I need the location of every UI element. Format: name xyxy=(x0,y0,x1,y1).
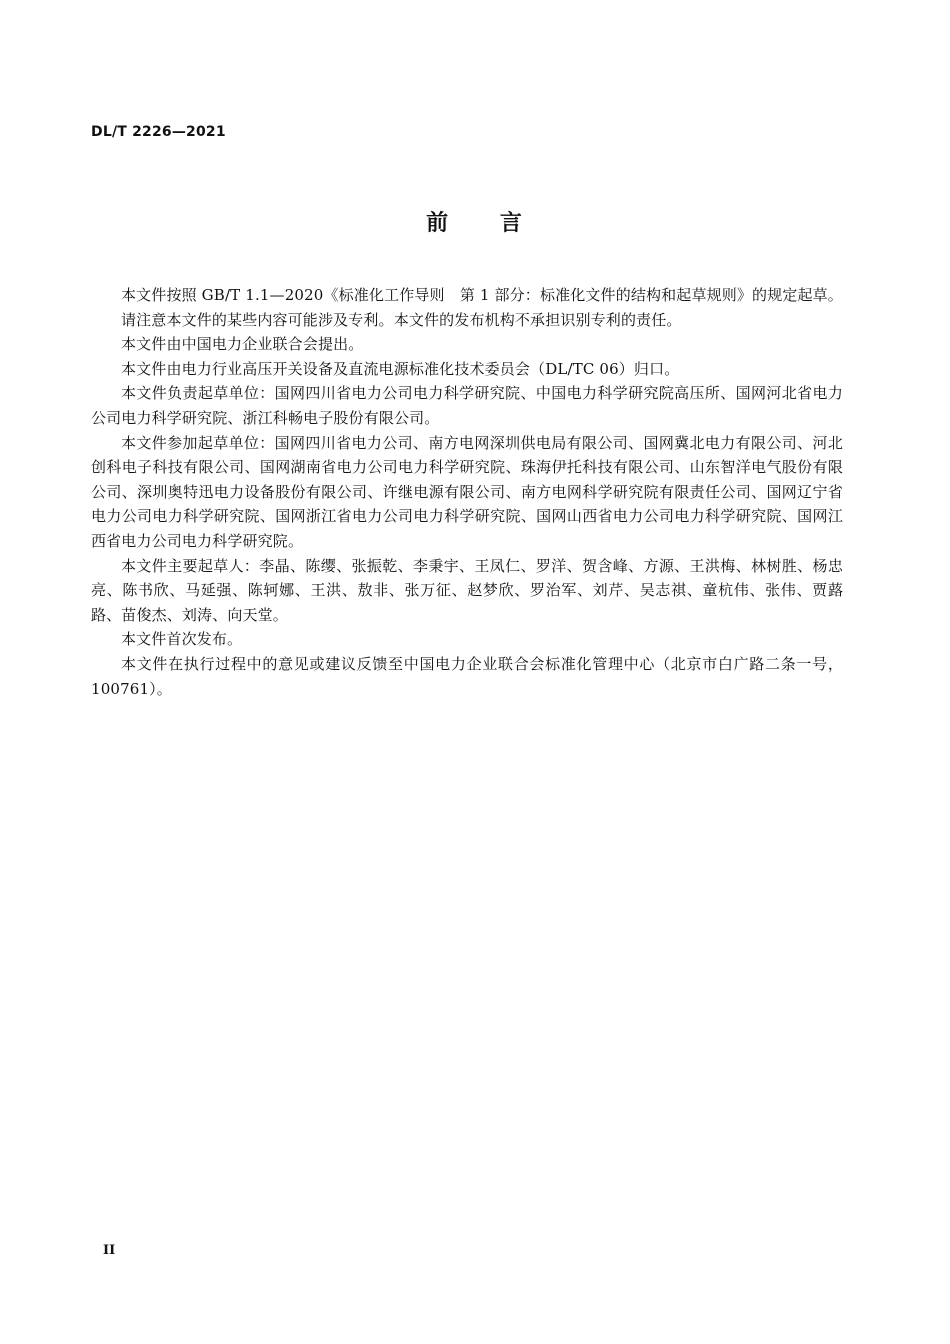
paragraph-lead-drafters: 本文件负责起草单位：国网四川省电力公司电力科学研究院、中国电力科学研究院高压所、国网河北省电力公司电力科学研究院、浙江科畅电子股份有限公司。 xyxy=(91,384,843,427)
page-title: 前 言 xyxy=(426,211,524,236)
paragraph-first-release: 本文件首次发布。 xyxy=(121,630,243,649)
paragraph-main-drafters: 本文件主要起草人：李晶、陈缨、张振乾、李秉宇、王凤仁、罗洋、贺含峰、方源、王洪梅、林树胜、杨忠亮、陈书欣、马延强、陈轲娜、王洪、敖非、张万征、赵梦欣、罗治军、刘芹、吴志祺、童杭伟、张伟、贾蕗路、苗俊杰、刘涛、向天堂。 xyxy=(91,556,843,624)
paragraph-feedback: 本文件在执行过程中的意见或建议反馈至中国电力企业联合会标准化管理中心（北京市白广路二条一号，100761）。 xyxy=(91,654,843,698)
paragraph-participating-drafters: 本文件参加起草单位：国网四川省电力公司、南方电网深圳供电局有限公司、国网冀北电力有限公司、河北创科电子科技有限公司、国网湖南省电力公司电力科学研究院、珠海伊托科技有限公司、山东智洋电气股份有限公司、深圳奥特迅电力设备股份有限公司、许继电源有限公司、南方电网科学研究院有限责任公司、国网辽宁省电力公司电力科学研究院、国网浙江省电力公司电力科学研究院、国网山西省电力公司电力科学研究院、国网江西省电力公司电力科学研究院。 xyxy=(91,433,843,550)
document-code: DL/T 2226—2021 xyxy=(91,124,226,140)
foreword-body xyxy=(91,283,843,701)
paragraph-drafting-rules: 本文件按照 GB/T 1.1—2020《标准化工作导则 第 1 部分：标准化文件的结构和起草规则》的规定起草。 xyxy=(121,286,843,304)
paragraph-proposer: 本文件由中国电力企业联合会提出。 xyxy=(121,335,364,354)
paragraph-patent-notice: 请注意本文件的某些内容可能涉及专利。本文件的发布机构不承担识别专利的责任。 xyxy=(121,310,682,329)
page-number: II xyxy=(103,1243,116,1258)
paragraph-committee: 本文件由电力行业高压开关设备及直流电源标准化技术委员会（DL/TC 06）归口。 xyxy=(121,359,680,378)
